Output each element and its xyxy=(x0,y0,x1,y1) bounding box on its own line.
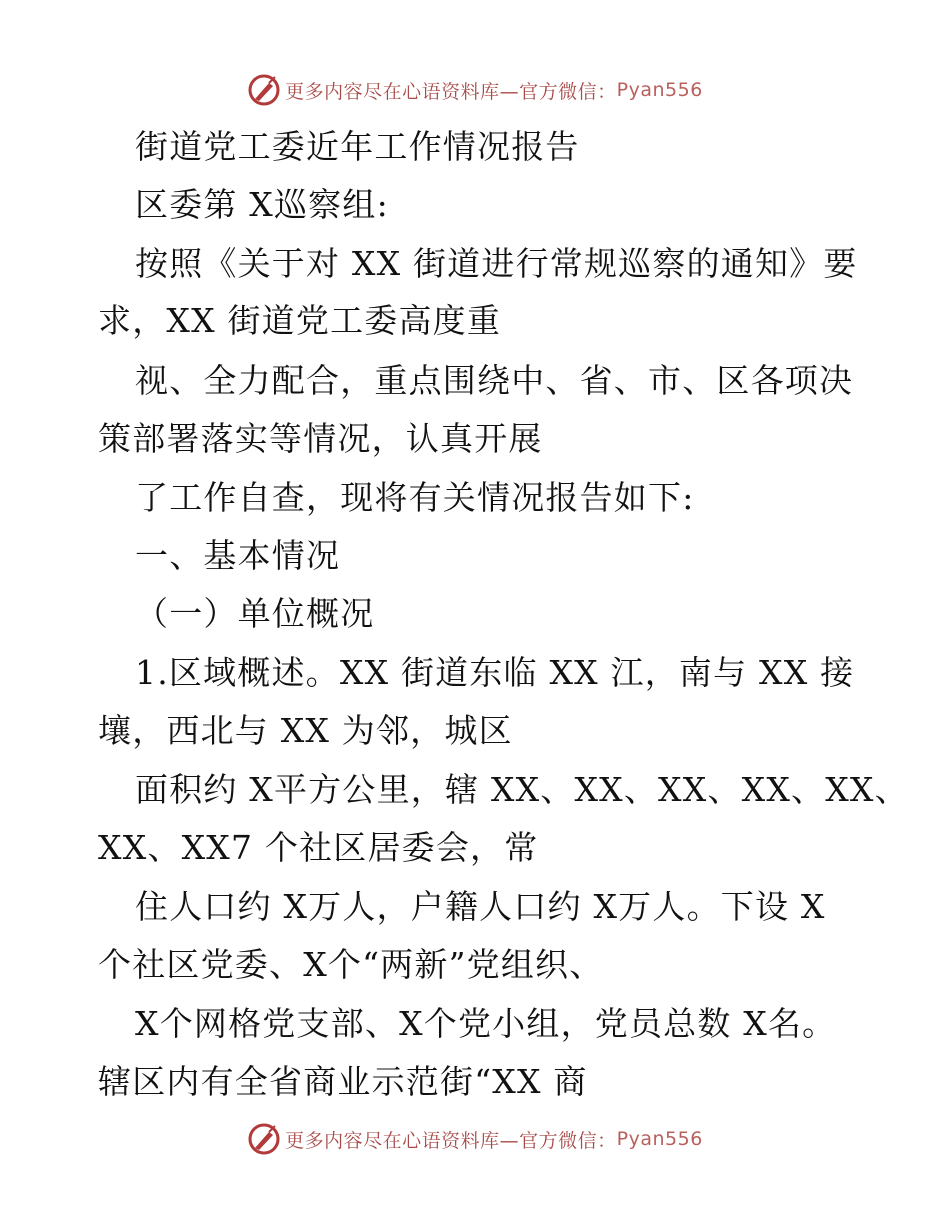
paragraph-line: 视、全力配合，重点围绕中、省、市、区各项决 xyxy=(135,361,854,400)
watermark-banner-bottom xyxy=(0,1119,950,1159)
paragraph-line: 按照《关于对 XX 街道进行常规巡察的通知》要 xyxy=(135,244,858,283)
paragraph-line: 面积约 X平方公里，辖 XX、XX、XX、XX、XX、 xyxy=(135,770,909,809)
paragraph-line: 1.区域概述。XX 街道东临 XX 江，南与 XX 接 xyxy=(135,653,855,692)
watermark-text: 更多内容尽在心语资料库—官方微信： xyxy=(285,80,617,103)
watermark-text: 更多内容尽在心语资料库—官方微信： xyxy=(285,1129,617,1152)
paragraph-line: 个社区党委、X个“两新”党组织、 xyxy=(98,945,604,984)
watermark-id: Pyan556 xyxy=(616,79,703,101)
doc-title: 街道党工委近年工作情况报告 xyxy=(135,127,580,166)
subsection-heading: （一）单位概况 xyxy=(135,594,375,633)
quill-logo-icon xyxy=(247,1122,281,1156)
salutation: 区委第 X巡察组: xyxy=(135,185,389,224)
watermark-id: Pyan556 xyxy=(616,1128,703,1150)
paragraph-line: 求，XX 街道党工委高度重 xyxy=(98,301,502,340)
paragraph-line: 辖区内有全省商业示范街“XX 商 xyxy=(98,1062,588,1101)
paragraph-line: X个网格党支部、X个党小组，党员总数 X名。 xyxy=(135,1004,837,1043)
paragraph-line: 壤，西北与 XX 为邻，城区 xyxy=(98,711,513,750)
paragraph-line: XX、XX7 个社区居委会，常 xyxy=(98,828,539,867)
section-heading: 一、基本情况 xyxy=(135,536,341,575)
paragraph-line: 策部署落实等情况，认真开展 xyxy=(98,419,543,458)
paragraph-line: 了工作自查，现将有关情况报告如下: xyxy=(135,478,695,517)
paragraph-line: 住人口约 X万人，户籍人口约 X万人。下设 X xyxy=(135,887,826,926)
